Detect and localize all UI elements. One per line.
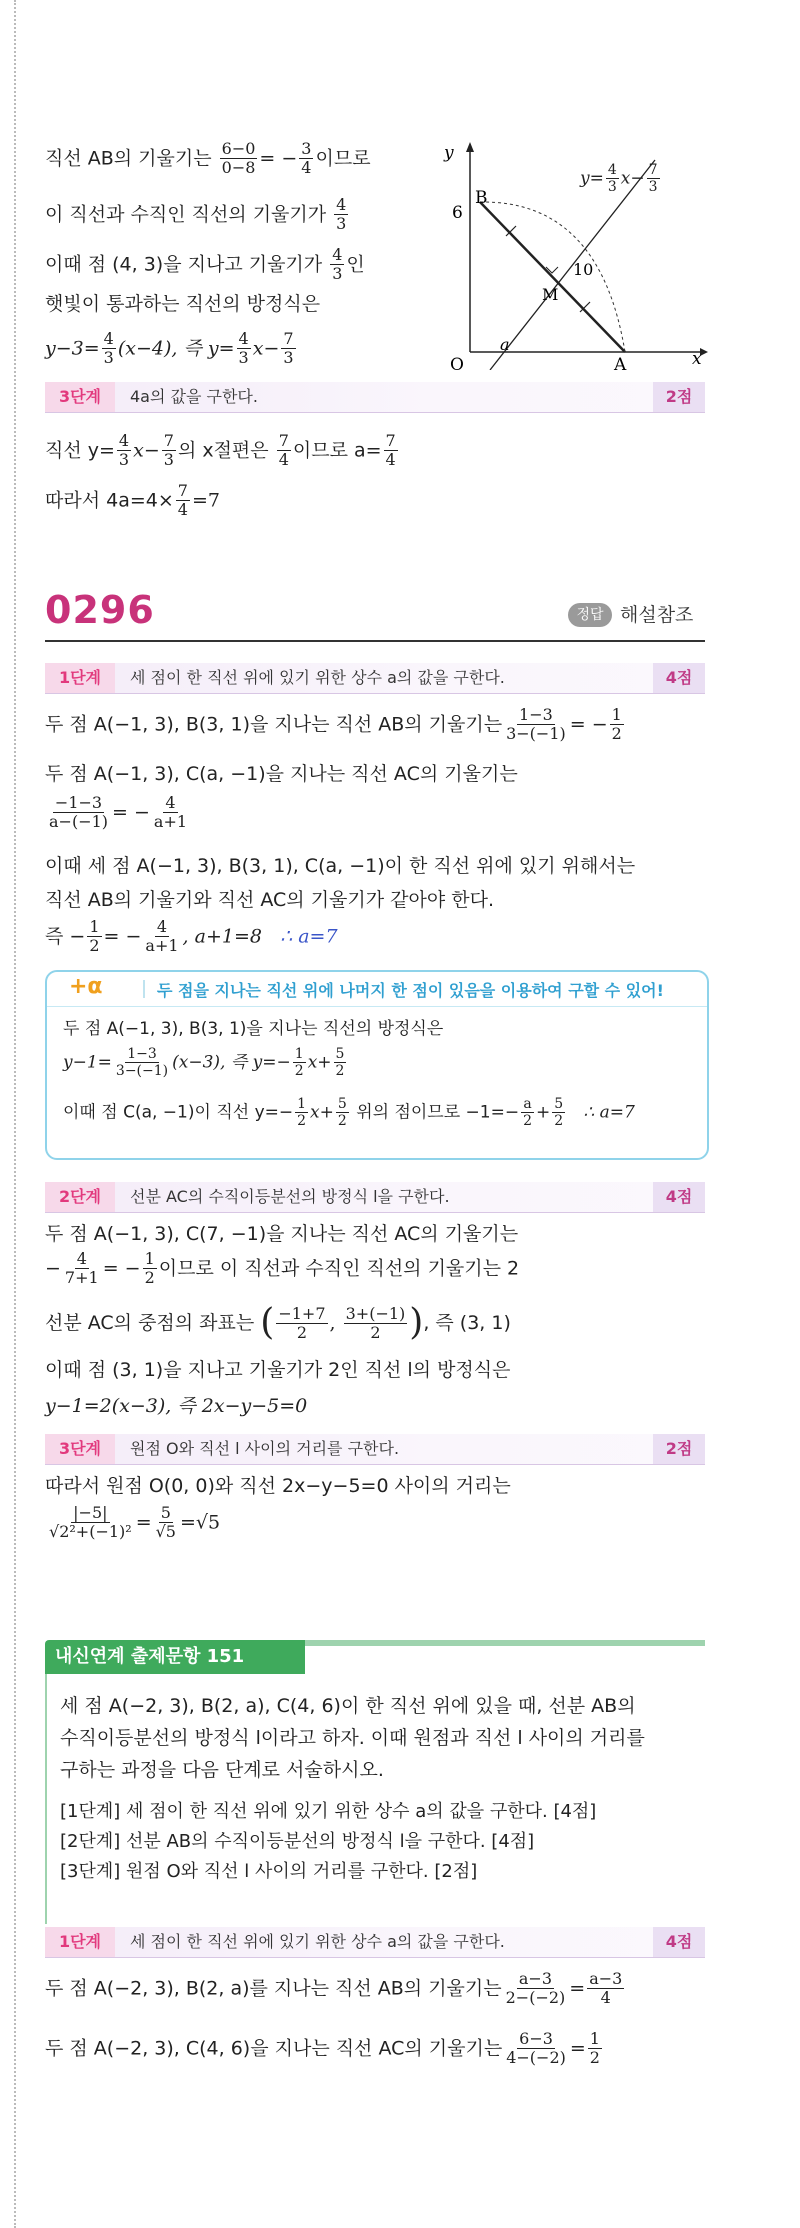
naesin-label: 내신연계 출제문항 151 (45, 1640, 305, 1674)
plus-alpha-icon: +α (69, 974, 103, 999)
naesin-left-rule (45, 1674, 47, 1924)
coordinate-graph (430, 140, 710, 370)
point-m-label: M (542, 285, 559, 304)
step-points: 2점 (653, 382, 705, 412)
s2-line5: y−1=2(x−3), 즉 2x−y−5=0 (45, 1395, 308, 1417)
s2-line4: 이때 점 (3, 1)을 지나고 기울기가 2인 직선 l의 방정식은 (45, 1359, 511, 1381)
tip-header (47, 972, 707, 1007)
tip-title: 두 점을 지나는 직선 위에 나머지 한 점이 있음을 이용하여 구할 수 있어! (157, 981, 664, 1000)
step-text: 4a의 값을 구한다. (130, 387, 258, 406)
tip-line2: y−1= $\frac{1-3}{3-(-1)}$ (x−3), 즉 y=− $\frac{1}{2}$ x+ $\frac{5}{2}$ (63, 1046, 345, 1080)
step-tag: 3단계 (45, 1434, 115, 1464)
a-intercept-label: a (500, 335, 510, 354)
step1-bar (45, 663, 705, 694)
sec1-line1: 직선 AB의 기울기는 $\frac{6-0}{0-8}$ = − $\frac{3}{4}$ 이므로 (45, 139, 371, 178)
origin-label: O (450, 355, 464, 370)
step-text: 세 점이 한 직선 위에 있기 위한 상수 a의 값을 구한다. (130, 668, 505, 687)
step3-bar (45, 382, 705, 413)
step1b-bar (45, 1927, 705, 1958)
s1-line2: 두 점 A(−1, 3), C(a, −1)을 지나는 직선 AC의 기울기는 (45, 763, 518, 785)
tip-box (45, 970, 709, 1160)
sec1-line5: y−3= $\frac{4}{3}$ (x−4), 즉 y= $\frac{4}{3}$ x− $\frac{7}{3}$ (45, 329, 294, 368)
step2-bar (45, 1182, 705, 1213)
s1-line4: 이때 세 점 A(−1, 3), B(3, 1), C(a, −1)이 한 직선 위에 있기 위해서는 (45, 855, 636, 877)
step3b-bar (45, 1434, 705, 1465)
step-text: 세 점이 한 직선 위에 있기 위한 상수 a의 값을 구한다. (130, 1932, 505, 1951)
point-a-label: A (614, 355, 627, 370)
b-value-label: 6 (452, 203, 463, 223)
step-text: 선분 AC의 수직이등분선의 방정식 l을 구한다. (130, 1187, 450, 1206)
s1-line3: $\frac{-1-3}{a-(-1)}$ = − $\frac{4}{a+1}$ (49, 793, 188, 832)
answer-text: 해설참조 (620, 604, 694, 626)
prob151-step1: [1단계] 세 점이 한 직선 위에 있기 위한 상수 a의 값을 구한다. [4점] (60, 1801, 597, 1822)
sec1-line2: 이 직선과 수직인 직선의 기울기가 $\frac{4}{3}$ (45, 195, 347, 234)
step-points: 4점 (653, 1182, 705, 1212)
x-axis-label: x (692, 349, 702, 369)
step-tag: 3단계 (45, 382, 115, 412)
s1-line1: 두 점 A(−1, 3), B(3, 1)을 지나는 직선 AB의 기울기는 $\frac{1-3}{3-(-1)}$ = − $\frac{1}{2}$ (45, 705, 622, 744)
prob151-step3: [3단계] 원점 O와 직선 l 사이의 거리를 구한다. [2점] (60, 1861, 478, 1882)
prob151-line2: 수직이등분선의 방정식 l이라고 하자. 이때 원점과 직선 l 사이의 거리를 (60, 1727, 645, 1749)
step-tag: 2단계 (45, 1182, 115, 1212)
step-points: 4점 (653, 1927, 705, 1957)
s2-line3: 선분 AC의 중점의 좌표는 ( $\frac{-1+7}{2}$ , $\frac{3+(-1)}{2}$ ), 즉 (3, 1) (45, 1302, 511, 1343)
s4-line2: 두 점 A(−2, 3), C(4, 6)을 지나는 직선 AC의 기울기는 $\frac{6-3}{4-(-2)}$ = $\frac{1}{2}$ (45, 2029, 600, 2068)
s2-line2: − $\frac{4}{7+1}$ = − $\frac{1}{2}$ 이므로 이 직선과 수직인 직선의 기울기는 2 (45, 1249, 520, 1288)
prob151-line1: 세 점 A(−2, 3), B(2, a), C(4, 6)이 한 직선 위에 있을 때, 선분 AB의 (60, 1695, 636, 1717)
problem-rule (45, 640, 705, 642)
point-b-label: B (475, 188, 488, 208)
sec2-line1: 직선 y= $\frac{4}{3}$ x− $\frac{7}{3}$ 의 x절편은 $\frac{7}{4}$ 이므로 a= $\frac{7}{4}$ (45, 431, 396, 470)
s4-line1: 두 점 A(−2, 3), B(2, a)를 지나는 직선 AB의 기울기는 $\frac{a-3}{2-(-2)}$ = $\frac{a-3}{4}$ (45, 1969, 623, 2008)
s3-line1: 따라서 원점 O(0, 0)와 직선 2x−y−5=0 사이의 거리는 (45, 1475, 511, 1497)
tip-line3: 이때 점 C(a, −1)이 직선 y=− $\frac{1}{2}$ x+ $\frac{5}{2}$ 위의 점이므로 −1=− $\frac{a}{2}$ + $\frac{5}{2}$ ∴ a=7 (63, 1096, 635, 1130)
naesin-banner (45, 1640, 705, 1674)
graph-line-equation: y= $\frac{4}{3}$ x− $\frac{7}{3}$ (580, 162, 658, 196)
step-points: 2점 (653, 1434, 705, 1464)
prob151-line3: 구하는 과정을 다음 단계로 서술하시오. (60, 1759, 384, 1781)
problem-number: 0296 (45, 588, 155, 632)
step-tag: 1단계 (45, 1927, 115, 1957)
tip-line1: 두 점 A(−1, 3), B(3, 1)을 지나는 직선의 방정식은 (63, 1019, 444, 1039)
sec1-line4: 햇빛이 통과하는 직선의 방정식은 (45, 293, 321, 315)
s1-line6: 즉 − $\frac{1}{2}$ = − $\frac{4}{a+1}$ , a+1=8 ∴ a=7 (45, 917, 338, 956)
s2-line1: 두 점 A(−1, 3), C(7, −1)을 지나는 직선 AC의 기울기는 (45, 1223, 519, 1245)
y-axis-label: y (444, 143, 454, 163)
page-margin-dotted-line (14, 0, 16, 2228)
prob151-step2: [2단계] 선분 AB의 수직이등분선의 방정식 l을 구한다. [4점] (60, 1831, 535, 1852)
sec2-line2: 따라서 4a=4× $\frac{7}{4}$ =7 (45, 481, 220, 520)
sec1-line3: 이때 점 (4, 3)을 지나고 기울기가 $\frac{4}{3}$ 인 (45, 245, 365, 284)
distance-label: 10 (573, 260, 594, 279)
answer-badge: 정답 (568, 603, 612, 627)
segment-ba (480, 202, 625, 352)
step-tag: 1단계 (45, 663, 115, 693)
s3-line2: $\frac{|-5|}{\text{√2²+(−1)²}}$ = $\frac{5}{√5}$ =√5 (49, 1503, 221, 1542)
step-points: 4점 (653, 663, 705, 693)
answer-a-value: ∴ a=7 (280, 925, 338, 948)
s1-line5: 직선 AB의 기울기와 직선 AC의 기울기가 같아야 한다. (45, 889, 495, 911)
step-text: 원점 O와 직선 l 사이의 거리를 구한다. (130, 1439, 400, 1458)
